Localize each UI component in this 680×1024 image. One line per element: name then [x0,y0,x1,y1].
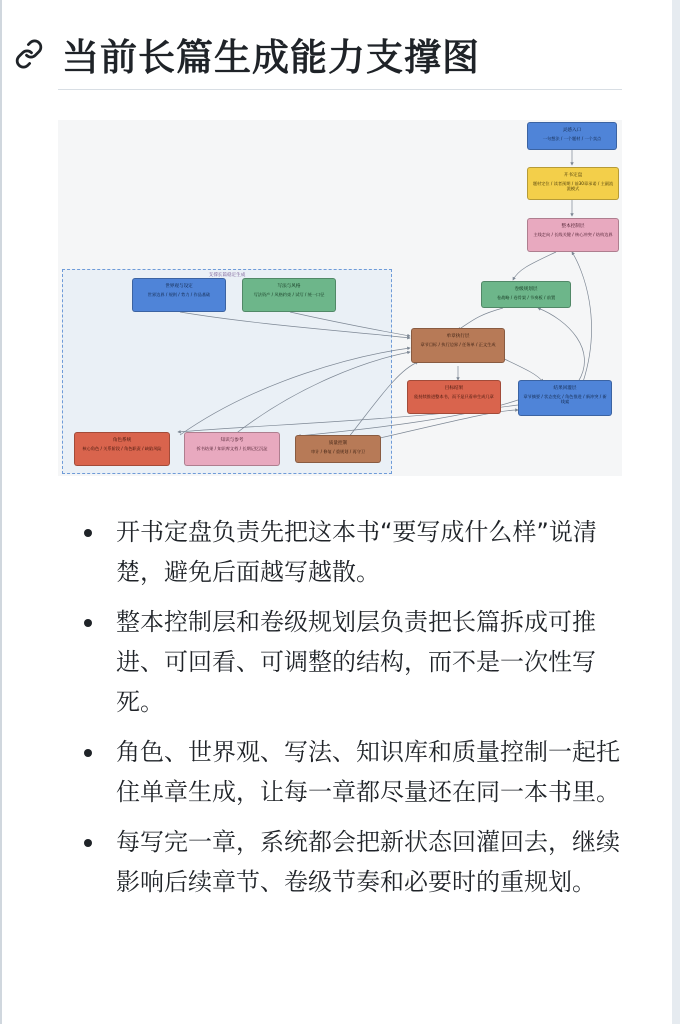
list-item-text: 每写完一章，系统都会把新状态回灌回去，继续影响后续章节、卷级节奏和必要时的重规划。 [116,828,620,896]
list-item [84,822,624,902]
list-item-text: 开书定盘负责先把这本书“要写成什么样”说清楚，避免后面越写越散。 [116,518,597,586]
node-quality: 质量控制 审计 / 修复 / 重规划 / 再守卫 [295,435,381,463]
node-world: 世界观与设定 世界边界 / 规则 / 势力 / 作品基础 [132,278,226,312]
node-target: 目标结果 能持续推进整本书，而不是只看单生成几章 [407,380,501,414]
page-title: 当前长篇生成能力支撑图 [62,36,480,79]
node-style: 写法与风格 写法资产 / 风格约束 / 试写 / 统一口径 [242,278,336,312]
node-opening: 开书定盘 题材定位 / 读者预期 / 前30章承诺 / 主副流派模式 [527,167,619,200]
node-volume: 卷级规划层 卷战略 / 卷骨架 / 节奏板 / 前置 [481,281,571,308]
node-knowledge: 知识与参考 拆书结果 / 知识库文档 / 长期记忆沉淀 [184,432,280,466]
flow-diagram [58,120,622,476]
node-entry: 灵感入口 一句想法 / 一个题材 / 一个卖点 [527,122,617,150]
subgraph-label: 支撑长篇稳定生成 [208,273,246,278]
bullet-icon [84,529,92,537]
link-icon[interactable] [12,37,46,71]
node-control: 整本控制层 主线走向 / 长线关键 / 核心冲突 / 结构边界 [527,218,619,252]
list-item [84,512,624,592]
section-heading [12,24,622,84]
left-rule [0,0,2,1024]
list-item-text: 整本控制层和卷级规划层负责把长篇拆成可推进、可回看、可调整的结构，而不是一次性写死。 [116,608,596,716]
summary-list [84,512,624,912]
heading-divider [58,89,622,90]
list-item [84,602,624,722]
node-chapter: 单章执行层 章节目标 / 执行边界 / 任务单 / 正文生成 [411,328,505,363]
bullet-icon [84,619,92,627]
scrollbar-track[interactable] [672,0,680,1024]
list-item-text: 角色、世界观、写法、知识库和质量控制一起托住单章生成，让每一章都尽量还在同一本书里。 [116,738,620,806]
bullet-icon [84,839,92,847]
node-character: 角色系统 核心角色 / 关系阶段 / 角色职责 / 缺陷风险 [74,432,170,466]
bullet-icon [84,749,92,757]
node-feedback: 结果回灌层 章节摘要 / 状态变化 / 角色推进 / 新冲突 / 新线索 [518,380,612,416]
list-item [84,732,624,812]
